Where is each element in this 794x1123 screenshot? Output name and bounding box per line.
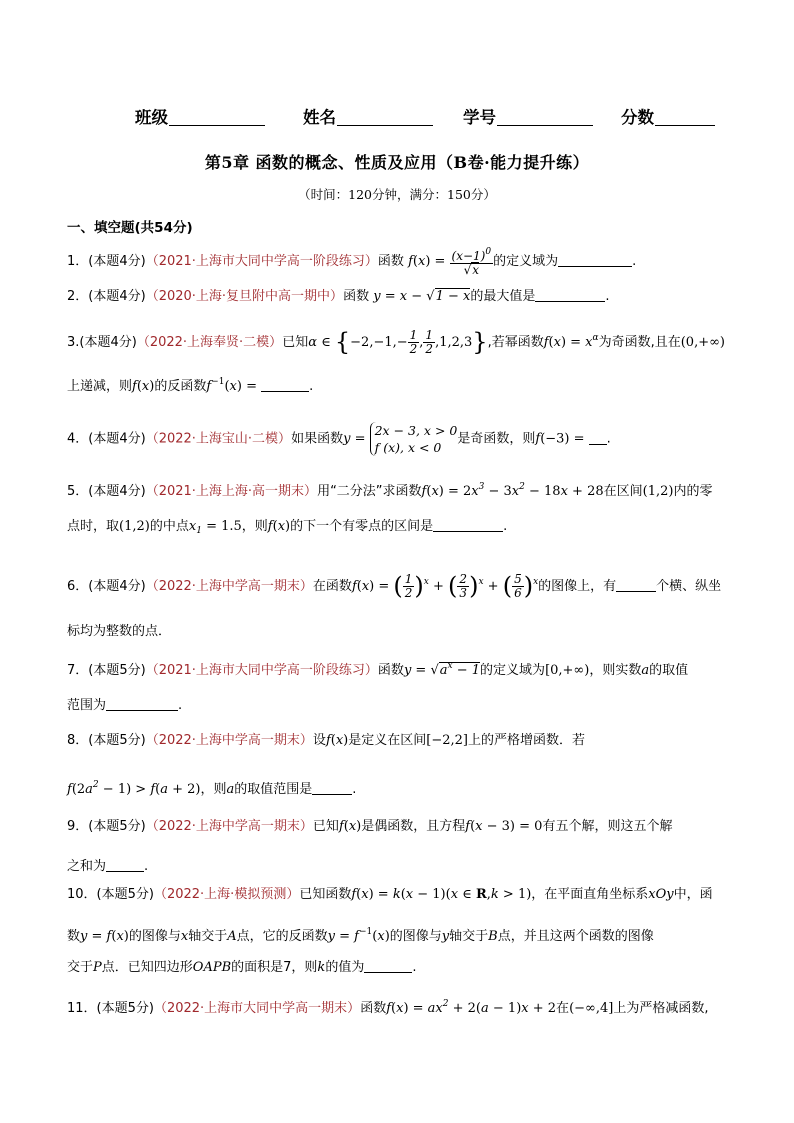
student-info-row <box>135 104 725 132</box>
student-id-field[interactable]: 学号 <box>463 104 593 128</box>
section-heading: 一、填空题(共54分) <box>67 220 193 236</box>
question-source: （2021·上海市大同中学高一阶段练习） <box>145 254 378 269</box>
question-1: 1．(本题4分)（2021·上海市大同中学高一阶段练习）函数 f(x) = $\frac{(x-1)^0}{√x}$ 的定义域为 . <box>67 247 637 277</box>
question-11: 11．(本题5分)（2022·上海市大同中学高一期末）函数$f(x) = ax^2 + 2(a - 1)x + 2$在(−∞,4]上为严格减函数, <box>67 999 709 1016</box>
question-7-line-2: 范围为 . <box>67 698 183 713</box>
score-field[interactable]: 分数 <box>621 104 715 128</box>
question-source: （2022·上海中学高一期末） <box>145 733 313 748</box>
page-title: 第5章 函数的概念、性质及应用（B卷·能力提升练） <box>204 153 590 172</box>
question-5-line-2: 点时，取(1,2)的中点$x_1 = 1.5$，则f(x)的下一个有零点的区间是 . <box>67 519 508 536</box>
question-6: 6．(本题4分)（2022·上海中学高一期末）在函数f(x) = ( $\frac{1}{2}$ )$^x$ + ( $\frac{2}{3}$ )$^x$ + ( $\frac{5}{6}$ )$^x$的图像上，有 个横、纵坐 <box>67 572 722 600</box>
question-source: （2022·上海中学高一期末） <box>145 579 313 594</box>
question-3: 3.(本题4分)（2022·上海奉贤·二模）已知α ∈ {−2,−1,− $\frac{1}{2}$ , $\frac{1}{2}$ ,1,2,3},若幂函数$f(x) = x^\alpha$为奇函数,且在(0,+∞) <box>67 328 726 356</box>
question-10-line-3: 交于P点．已知四边形OAPB的面积是7，则k的值为 . <box>67 960 417 975</box>
question-source: （2021·上海上海·高一期末） <box>145 484 318 499</box>
question-10: 10．(本题5分)（2022·上海·模拟预测）已知函数f(x) = k(x − 1)(x ∈ R,k > 1)，在平面直角坐标系xOy中，函 <box>67 887 713 902</box>
question-6-line-2: 标均为整数的点． <box>67 624 172 639</box>
question-9-line-2: 之和为 . <box>67 859 149 874</box>
question-source: （2022·上海·模拟预测） <box>153 887 300 902</box>
question-7: 7．(本题5分)（2021·上海市大同中学高一阶段练习）函数$y = √a^x - 1$的定义域为[0,+∞)，则实数a的取值 <box>67 661 689 678</box>
question-source: （2021·上海市大同中学高一阶段练习） <box>145 663 378 678</box>
page-subtitle: （时间：120分钟，满分：150分） <box>298 187 496 202</box>
question-source: （2022·上海中学高一期末） <box>145 819 313 834</box>
question-source: （2020·上海·复旦附中高一期中） <box>145 289 344 304</box>
question-source: （2022·上海宝山·二模） <box>145 431 292 447</box>
question-5: 5．(本题4分)（2021·上海上海·高一期末）用“二分法”求函数$f(x) = 2x^3 - 3x^2 - 18x + 28$在区间(1,2)内的零 <box>67 482 713 499</box>
question-10-line-2: 数y = f(x)的图像与x轴交于A点，它的反函数$y = f^{-1}(x)$的图像与y轴交于B点，并且这两个函数的图像 <box>67 927 654 944</box>
question-9: 9．(本题5分)（2022·上海中学高一期末）已知f(x)是偶函数，且方程f(x − 3) = 0有五个解，则这五个解 <box>67 819 673 834</box>
question-2: 2．(本题4分)（2020·上海·复旦附中高一期中）函数 y = x − √1 − x的最大值是 . <box>67 289 610 304</box>
class-field[interactable]: 班级 <box>135 104 265 128</box>
name-field[interactable]: 姓名 <box>303 104 433 128</box>
question-8: 8．(本题5分)（2022·上海中学高一期末）设f(x)是定义在区间[−2,2]上的严格增函数．若 <box>67 733 585 748</box>
question-4: 4．(本题4分)（2022·上海宝山·二模）如果函数y = 2x − 3, x > 0 f (x), x < 0 是奇函数，则f(−3) = . <box>67 423 611 455</box>
question-source: （2022·上海奉贤·二模） <box>136 335 283 350</box>
question-3-line-2: 上递减，则f(x)的反函数$f^{-1}(x)$ = . <box>67 377 314 394</box>
question-8-line-2: $f(2a^2 - 1) > f(a + 2)$，则a的取值范围是 . <box>67 780 357 797</box>
question-source: （2022·上海市大同中学高一期末） <box>153 1001 361 1016</box>
